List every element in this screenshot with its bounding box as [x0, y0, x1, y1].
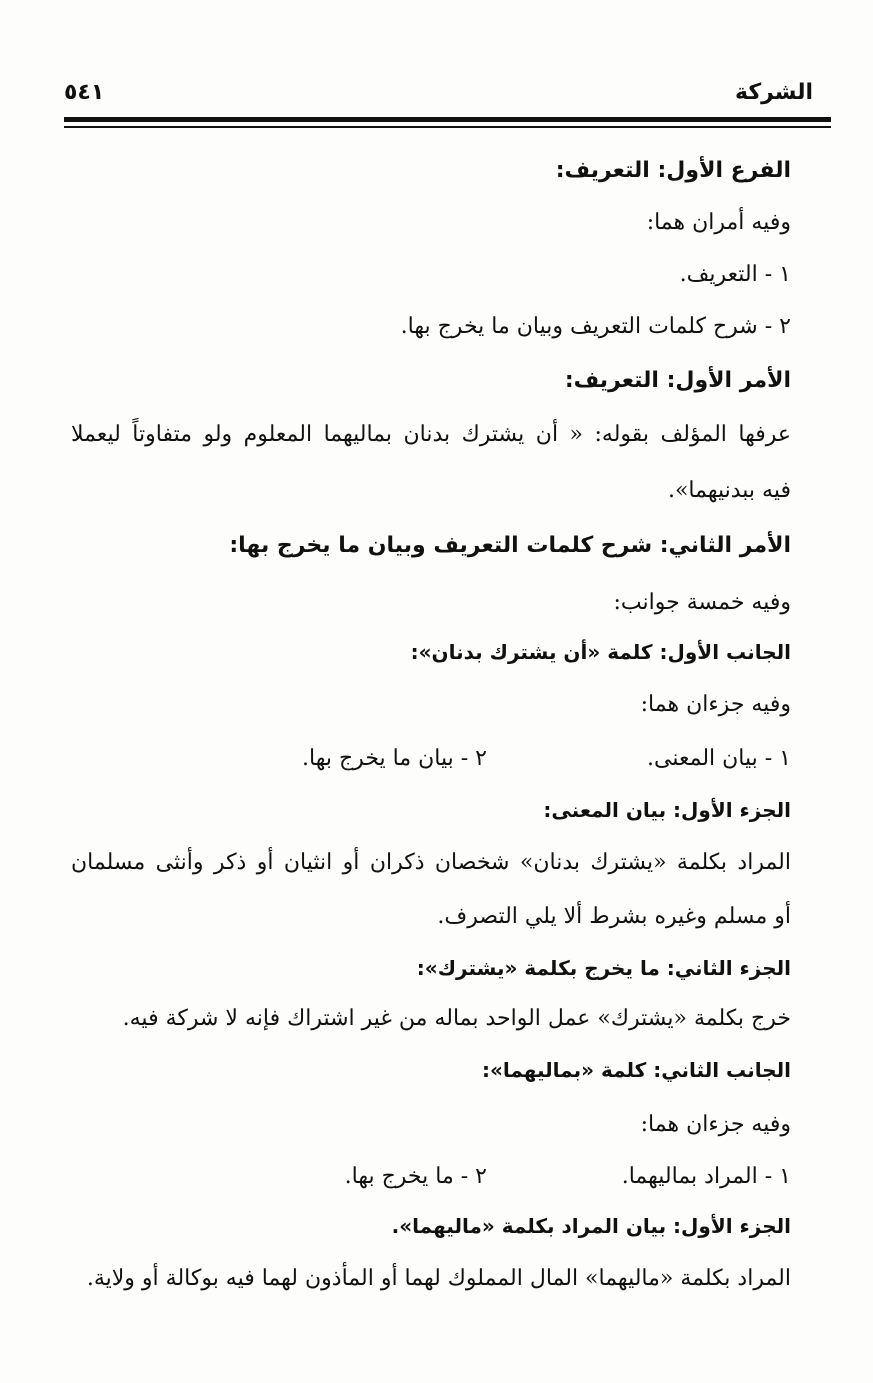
list-item: ١ - بيان المعنى.	[647, 746, 791, 771]
paragraph-line: وفيه جزءان هما:	[640, 692, 791, 717]
part-heading: الجزء الأول: بيان المراد بكلمة «ماليهما».	[391, 1214, 791, 1238]
paragraph-line: خرج بكلمة «يشترك» عمل الواحد بماله من غير اشتراك فإنه لا شركة فيه.	[122, 1006, 791, 1031]
page-number: ٥٤١	[64, 80, 105, 105]
paragraph-line: فيه ببدنيهما».	[667, 478, 791, 503]
list-item: ٢ - ما يخرج بها.	[344, 1164, 487, 1189]
list-item: ٢ - شرح كلمات التعريف وبيان ما يخرج بها.	[400, 314, 791, 339]
section-heading: الفرع الأول: التعريف:	[555, 158, 791, 183]
part-heading: الجزء الأول: بيان المعنى:	[543, 798, 791, 822]
header-rule-thick	[64, 117, 831, 122]
paragraph-line: وفيه خمسة جوانب:	[613, 590, 791, 615]
aspect-heading: الجانب الثاني: كلمة «بماليهما»:	[481, 1058, 791, 1082]
paragraph-line: أو مسلم وغيره بشرط ألا يلي التصرف.	[437, 904, 791, 929]
running-header-title: الشركة	[734, 80, 813, 105]
list-item: ١ - المراد بماليهما.	[621, 1164, 791, 1189]
paragraph-line: وفيه جزءان هما:	[640, 1112, 791, 1137]
paragraph-line: المراد بكلمة «ماليهما» المال المملوك لهما أو المأذون لهما فيه بوكالة أو ولاية.	[86, 1266, 791, 1291]
header-rule-thin	[64, 126, 831, 128]
part-heading: الجزء الثاني: ما يخرج بكلمة «يشترك»:	[416, 956, 791, 980]
list-item: ١ - التعريف.	[679, 262, 791, 287]
aspect-heading: الجانب الأول: كلمة «أن يشترك بدنان»:	[410, 640, 791, 664]
paragraph-line: عرفها المؤلف بقوله: « أن يشترك بدنان بماليهما المعلوم ولو متفاوتاً ليعملا	[71, 422, 791, 447]
paragraph-line: المراد بكلمة «يشترك بدنان» شخصان ذكران أو انثيان أو ذكر وأنثى مسلمان	[71, 850, 791, 875]
subsection-heading: الأمر الأول: التعريف:	[564, 368, 791, 393]
list-item: ٢ - بيان ما يخرج بها.	[302, 746, 487, 771]
paragraph-line: وفيه أمران هما:	[646, 210, 791, 235]
subsection-heading: الأمر الثاني: شرح كلمات التعريف وبيان ما يخرج بها:	[229, 533, 791, 558]
